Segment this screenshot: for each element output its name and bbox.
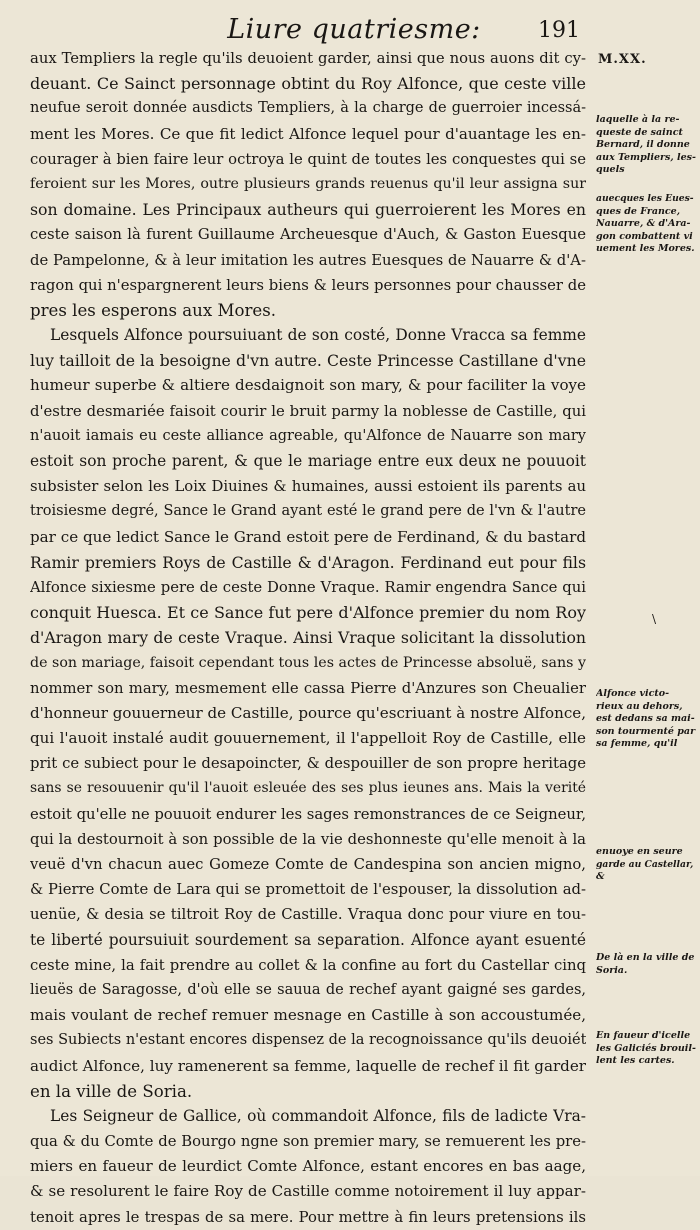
body-line: lieuës de Saragosse, d'où elle se sauua de rechef ayant gaigné ses gardes, xyxy=(30,981,586,998)
margin-note-line: uement les Mores. xyxy=(596,243,695,254)
margin-note-line: Nauarre, & d'Ara- xyxy=(596,218,691,229)
margin-note-line: Alfonce victo- xyxy=(596,688,670,699)
margin-note-line: queste de sainct xyxy=(596,126,683,138)
body-line: ceste mine, la fait prendre au collet & la confine au fort du Castellar cinq xyxy=(30,956,586,974)
body-line: par ce que ledict Sance le Grand estoit pere de Ferdinand, & du bastard xyxy=(30,527,586,546)
body-line: conquit Huesca. Et ce Sance fut pere d'Alfonce premier du nom Roy xyxy=(30,603,586,623)
body-line: n'auoit iamais eu ceste alliance agreable, qu'Alfonce de Nauarre son mary xyxy=(30,427,586,444)
margin-note-alfonce-victorieux xyxy=(596,688,696,751)
body-line: ragon qui n'espargnerent leurs biens & leurs personnes pour chausser de xyxy=(30,276,586,294)
margin-note-line: lent les cartes. xyxy=(596,1055,675,1066)
body-line: miers en faueur de leurdict Comte Alfonce, estant encores en bas aage, xyxy=(30,1157,586,1176)
body-line: qui l'auoit instalé audit gouuernement, il l'appelloit Roy de Castille, elle xyxy=(30,729,586,748)
margin-note-line: sa femme, qu'il xyxy=(596,738,678,749)
margin-note-line: auecques les Eues- xyxy=(596,193,694,204)
body-line: qua & du Comte de Bourgo ngne son premier mary, se remuerent les pre- xyxy=(30,1133,586,1151)
body-line: ses Subiects n'estant encores dispensez de la recognoissance qu'ils deuoiét xyxy=(30,1032,586,1049)
margin-note-line: Bernard, il donne xyxy=(596,139,690,150)
body-line: courager à bien faire leur octroya le quint de toutes les conquestes qui se xyxy=(30,150,586,168)
body-line: d'Aragon mary de ceste Vraque. Ainsi Vraque solicitant la dissolution xyxy=(30,628,586,648)
body-line: d'estre desmariée faisoit courir le bruit parmy la noblesse de Castille, qui xyxy=(30,402,586,420)
body-line: sans se resouuenir qu'il l'auoit esleuée des ses plus ieunes ans. Mais la verité xyxy=(30,780,586,797)
body-line: Ramir premiers Roys de Castille & d'Aragon. Ferdinand eut pour fils xyxy=(30,552,586,572)
body-line: estoit qu'elle ne pouuoit endurer les sages remonstrances de ce Seigneur, xyxy=(30,805,586,823)
body-line: neufue seroit donnée ausdicts Templiers, à la charge de guerroier incessá- xyxy=(30,100,586,117)
body-line: de son mariage, faisoit cependant tous les actes de Princesse absoluë, sans y xyxy=(30,654,586,671)
margin-note-castellar xyxy=(596,846,696,884)
body-line: humeur superbe & altiere desdaignoit son mary, & pour faciliter la voye xyxy=(30,376,586,395)
margin-note-line: est dedans sa mai- xyxy=(596,713,695,724)
margin-note-line: De là en la ville de xyxy=(596,952,695,963)
body-line: & Pierre Comte de Lara qui se promettoit de l'espouser, la dissolution ad- xyxy=(30,881,586,899)
body-line: troisiesme degré, Sance le Grand ayant esté le grand pere de l'vn & l'autre xyxy=(30,503,586,520)
margin-note-galicie xyxy=(596,1030,696,1068)
body-line: luy tailloit de la besoigne d'vn autre. Ceste Princesse Castillane d'vne xyxy=(30,351,586,371)
body-line: veuë d'vn chacun auec Gomeze Comte de Candespina son ancien migno, xyxy=(30,856,586,873)
margin-note-line: quels xyxy=(596,164,625,175)
margin-note-line: son tourmenté par xyxy=(596,725,696,737)
running-title: Liure quatriesme: xyxy=(227,14,481,45)
stray-mark: \ xyxy=(652,612,657,626)
body-line: en la ville de Soria. xyxy=(30,1081,193,1101)
margin-note-line: aux Templiers, les- xyxy=(596,151,696,163)
margin-note-line: gon combattent vi xyxy=(596,230,693,242)
body-line: estoit son proche parent, & que le mariage entre eux deux ne pouuoit xyxy=(30,452,586,470)
margin-note-line: ques de France, xyxy=(596,205,681,217)
margin-note-line: rieux au dehors, xyxy=(596,700,683,712)
body-line: ment les Mores. Ce que fit ledict Alfonce lequel pour d'auantage les en- xyxy=(30,124,586,143)
body-line: ceste saison là furent Guillaume Archeuesque d'Auch, & Gaston Euesque xyxy=(30,226,586,244)
body-line: subsister selon les Loix Diuines & humaines, aussi estoient ils parents au xyxy=(30,478,586,496)
body-line: feroient sur les Mores, outre plusieurs grands reuenus qu'il leur assigna sur xyxy=(30,175,586,192)
margin-note-line: laquelle à la re- xyxy=(596,114,680,125)
body-line: te liberté poursuiuit sourdement sa separation. Alfonce ayant esuenté xyxy=(30,930,586,949)
body-line: & se resolurent le faire Roy de Castille comme notoirement il luy appar- xyxy=(30,1182,586,1201)
body-line: Les Seigneur de Gallice, où commandoit Alfonce, fils de ladicte Vra- xyxy=(50,1106,586,1125)
body-line: prit ce subiect pour le desapoincter, & despouiller de son propre heritage xyxy=(30,755,586,773)
year-marginal: M.XX. xyxy=(598,52,647,67)
margin-note-line: enuoye en seure xyxy=(596,846,683,857)
body-line: aux Templiers la regle qu'ils deuoient garder, ainsi que nous auons dit cy- xyxy=(30,50,586,67)
body-line: Lesquels Alfonce poursuiuant de son costé, Donne Vracca sa femme xyxy=(50,326,586,345)
margin-note-line: En faueur d'icelle xyxy=(596,1030,691,1041)
margin-note-line: les Galiciés brouil- xyxy=(596,1042,696,1054)
body-line: mais voulant de rechef remuer mesnage en Castille à son accoustumée, xyxy=(30,1006,586,1025)
body-line: Alfonce sixiesme pere de ceste Donne Vraque. Ramir engendra Sance qui xyxy=(30,578,586,596)
margin-note-line: & xyxy=(596,871,605,882)
margin-note-eucsques xyxy=(596,193,696,256)
margin-note-soria xyxy=(596,952,696,977)
body-line: tenoit apres le trespas de sa mere. Pour mettre à fin leurs pretensions ils xyxy=(30,1208,586,1226)
body-line: pres les esperons aux Mores. xyxy=(30,300,276,320)
body-line: uenüe, & desia se tiltroit Roy de Castille. Vraqua donc pour viure en tou- xyxy=(30,906,586,924)
body-line: de Pampelonne, & à leur imitation les autres Euesques de Nauarre & d'A- xyxy=(30,251,586,269)
body-text-column xyxy=(30,46,586,1230)
margin-note-line: Soria. xyxy=(596,964,628,976)
body-line: nommer son mary, mesmement elle cassa Pierre d'Anzures son Cheualier xyxy=(30,679,586,697)
body-line: deuant. Ce Sainct personnage obtint du Roy Alfonce, que ceste ville xyxy=(30,74,586,94)
body-line: son domaine. Les Principaux autheurs qui guerroierent les Mores en xyxy=(30,200,586,220)
body-line: qui la destournoit à son possible de la vie deshonneste qu'elle menoit à la xyxy=(30,830,586,848)
body-line: d'honneur gouuerneur de Castille, pource qu'escriuant à nostre Alfonce, xyxy=(30,703,586,722)
body-line: audict Alfonce, luy ramenerent sa femme, laquelle de rechef il fit garder xyxy=(30,1056,586,1075)
margin-note-line: garde au Castellar, xyxy=(596,858,694,870)
page-number: 191 xyxy=(538,18,580,43)
margin-note-templiers xyxy=(596,114,696,177)
